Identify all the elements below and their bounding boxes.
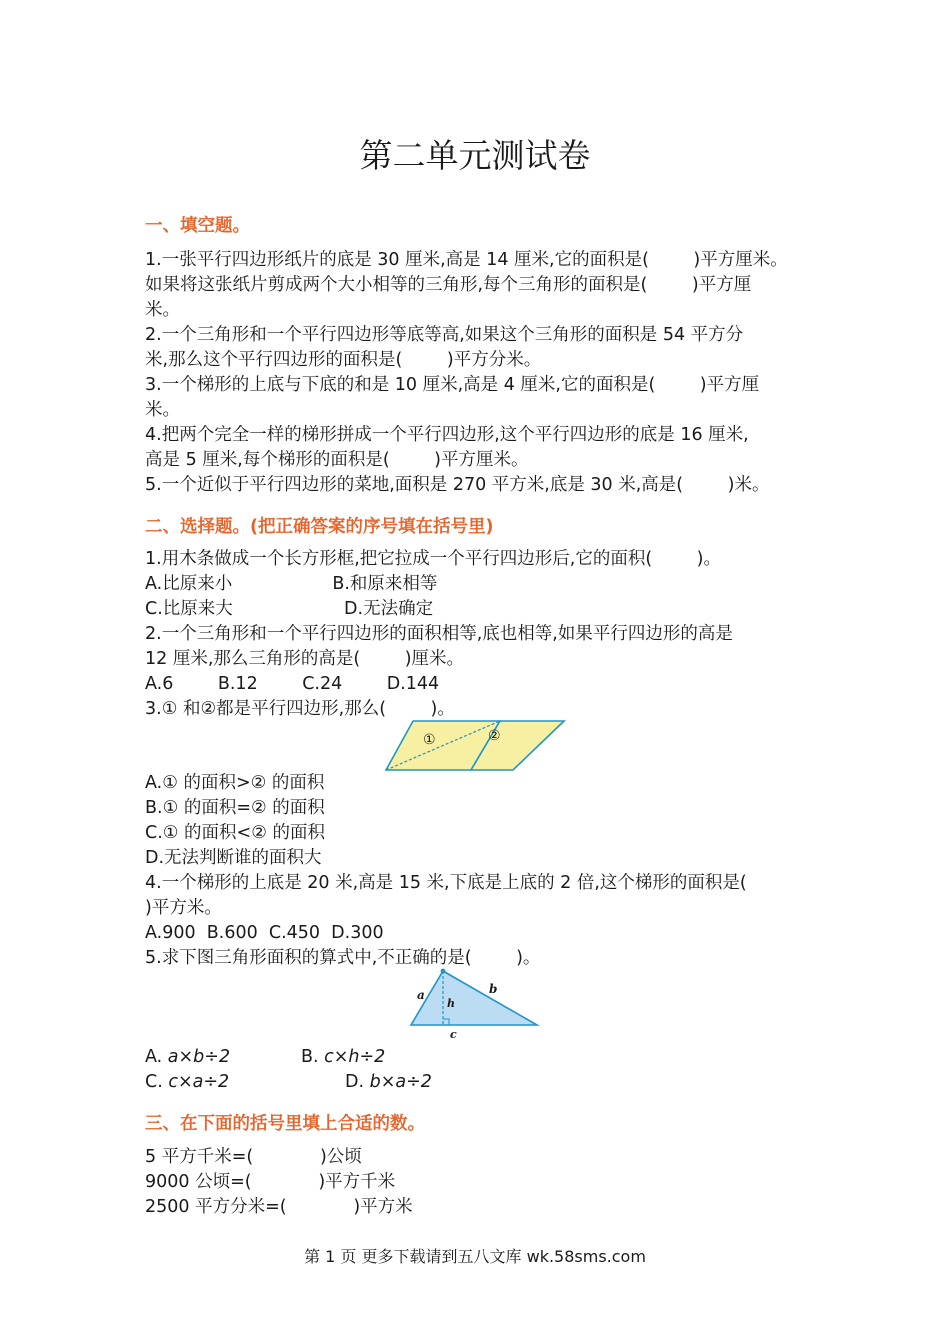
question-text: 米,那么这个平行四边形的面积是( )平方分米。 <box>145 350 542 370</box>
option-formula: c×a÷2 <box>168 1072 230 1092</box>
question-text: 12 厘米,那么三角形的高是( )厘米。 <box>145 649 465 669</box>
option-formula: c×h÷2 <box>324 1047 386 1067</box>
option-text <box>145 1047 230 1068</box>
page-footer: 第 1 页 更多下载请到五八文库 wk.58sms.com <box>304 1247 646 1266</box>
option-text: A.900 B.600 C.450 D.300 <box>145 923 384 943</box>
question-text: 5.一个近似于平行四边形的菜地,面积是 270 平方米,底是 30 米,高是( )米。 <box>145 475 770 495</box>
option-text: C.比原来大 D.无法确定 <box>145 599 434 619</box>
apex-dot <box>441 969 446 974</box>
option-text <box>345 1072 432 1093</box>
option-text: A.① 的面积>② 的面积 <box>145 773 325 793</box>
question-text: 5.求下图三角形面积的算式中,不正确的是( )。 <box>145 948 541 968</box>
question-text: 4.一个梯形的上底是 20 米,高是 15 米,下底是上底的 2 倍,这个梯形的面积是( <box>145 873 747 893</box>
option-text: B.① 的面积=② 的面积 <box>145 798 325 818</box>
side-label-b: b <box>489 982 498 996</box>
height-label-h: h <box>447 997 455 1010</box>
figure-label-2: ② <box>488 728 501 744</box>
option-formula: b×a÷2 <box>369 1072 432 1092</box>
parallelograms-figure <box>383 718 569 774</box>
option-text: A.比原来小 B.和原来相等 <box>145 574 438 594</box>
question-text: 3.① 和②都是平行四边形,那么( )。 <box>145 699 455 719</box>
question-text: 2.一个三角形和一个平行四边形等底等高,如果这个三角形的面积是 54 平方分 <box>145 325 744 345</box>
option-letter: B. <box>301 1047 325 1067</box>
section-heading-fill-blank: 一、填空题。 <box>145 216 250 236</box>
option-text: A.6 B.12 C.24 D.144 <box>145 674 440 694</box>
option-letter: A. <box>145 1047 168 1067</box>
triangle-figure <box>405 967 545 1043</box>
option-text: C.① 的面积<② 的面积 <box>145 823 325 843</box>
question-text: 米。 <box>145 400 180 420</box>
option-letter: D. <box>345 1072 370 1092</box>
question-text: )平方米。 <box>145 898 222 918</box>
question-text: 2500 平方分米=( )平方米 <box>145 1197 413 1217</box>
section-heading-choice: 二、选择题。(把正确答案的序号填在括号里) <box>145 517 494 537</box>
option-text <box>301 1047 385 1068</box>
option-formula: a×b÷2 <box>167 1047 231 1067</box>
page-title: 第二单元测试卷 <box>359 136 591 175</box>
side-label-a: a <box>417 988 425 1002</box>
question-text: 4.把两个完全一样的梯形拼成一个平行四边形,这个平行四边形的底是 16 厘米, <box>145 425 749 445</box>
question-text: 2.一个三角形和一个平行四边形的面积相等,底也相等,如果平行四边形的高是 <box>145 624 733 644</box>
section-heading-conversion: 三、在下面的括号里填上合适的数。 <box>145 1114 425 1134</box>
question-text: 1.一张平行四边形纸片的底是 30 厘米,高是 14 厘米,它的面积是( )平方厘米。 <box>145 250 788 270</box>
question-text: 9000 公顷=( )平方千米 <box>145 1172 396 1192</box>
triangle-shape <box>411 971 537 1025</box>
option-text: D.无法判断谁的面积大 <box>145 848 322 868</box>
question-text: 高是 5 厘米,每个梯形的面积是( )平方厘米。 <box>145 450 529 470</box>
question-text: 如果将这张纸片剪成两个大小相等的三角形,每个三角形的面积是( )平方厘 <box>145 275 752 295</box>
option-letter: C. <box>145 1072 169 1092</box>
question-text: 3.一个梯形的上底与下底的和是 10 厘米,高是 4 厘米,它的面积是( )平方厘 <box>145 375 760 395</box>
option-text <box>145 1072 229 1093</box>
question-text: 1.用木条做成一个长方形框,把它拉成一个平行四边形后,它的面积( )。 <box>145 549 721 569</box>
question-text: 5 平方千米=( )公顷 <box>145 1147 362 1167</box>
question-text: 米。 <box>145 300 180 320</box>
figure-label-1: ① <box>423 732 436 748</box>
base-label-c: c <box>450 1028 457 1041</box>
